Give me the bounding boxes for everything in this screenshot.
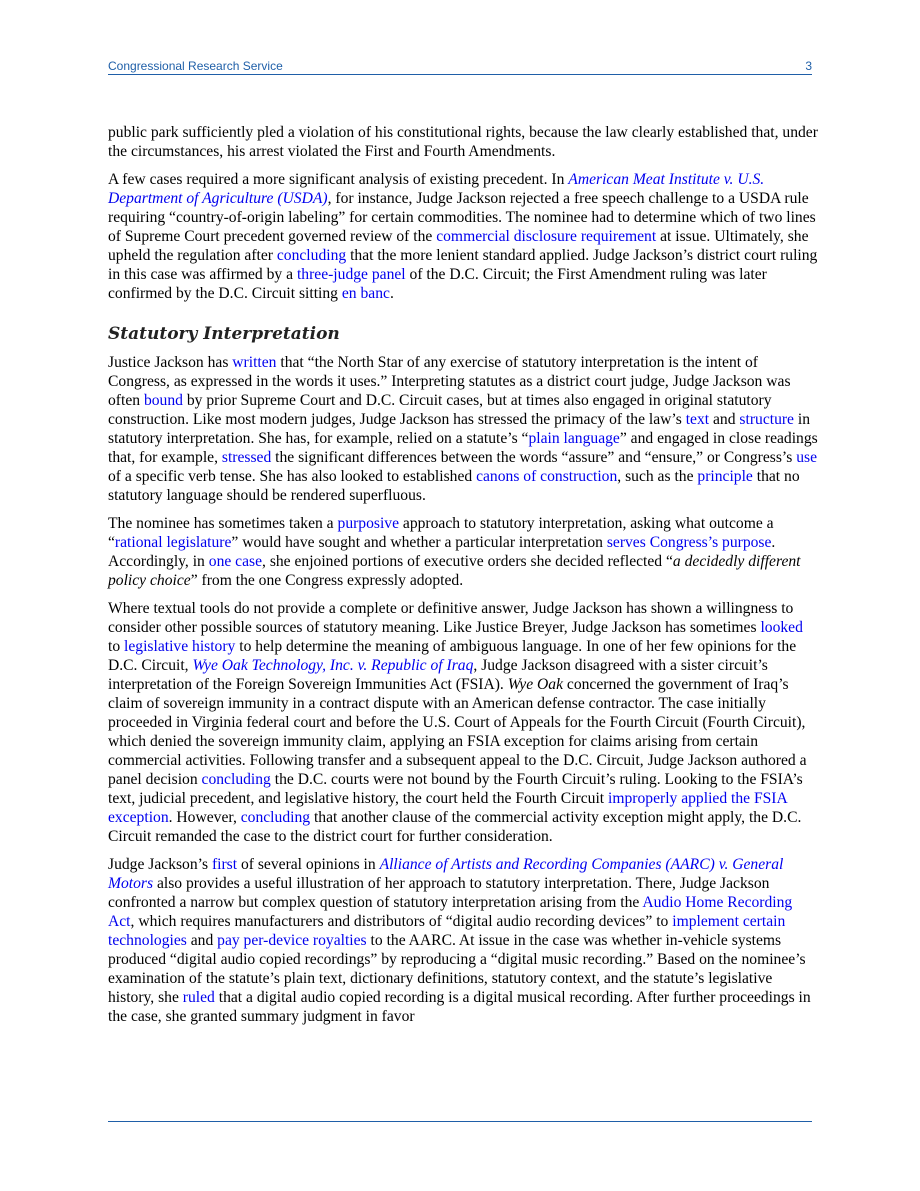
- text: the significant differences between the words “assure” and “ensure,” or Congress’s: [271, 449, 797, 466]
- link[interactable]: improperly applied the FSIA exception: [108, 790, 787, 826]
- link[interactable]: en banc: [341, 285, 390, 302]
- paragraph: [108, 855, 818, 1026]
- link[interactable]: plain language: [528, 430, 620, 447]
- text: Where textual tools do not provide a complete or definitive answer, Judge Jackson has shown a willingness to consider other possible sources of statutory meaning. Like Justice Breyer, Judge Jackson has sometimes: [108, 600, 794, 636]
- paragraph: [108, 123, 818, 161]
- text: the D.C. courts were not bound by the Fourth Circuit’s ruling. Looking to the FSIA’s text, judicial precedent, and legislative history, the court held the Fourth Circuit: [108, 771, 803, 807]
- text: in statutory interpretation. She has, for example, relied on a statute’s “: [108, 411, 811, 447]
- link[interactable]: principle: [697, 468, 753, 485]
- text: and: [186, 932, 218, 949]
- text: that a digital audio copied recording is a digital musical recording. After further proceedings in the case, she granted summary judgment in favor: [108, 989, 811, 1025]
- text: A few cases required a more significant analysis of existing precedent. In: [108, 171, 569, 188]
- text: , which requires manufacturers and distributors of “digital audio recording devices” to: [130, 913, 673, 930]
- case-link[interactable]: American Meat Institute v. U.S. Department of Agriculture (USDA): [108, 171, 765, 207]
- link[interactable]: serves Congress’s purpose: [606, 534, 772, 551]
- text: . Accordingly, in: [108, 534, 776, 570]
- paragraph: [108, 514, 818, 590]
- link[interactable]: stressed: [221, 449, 272, 466]
- text: to help determine the meaning of ambiguous language. In one of her few opinions for the D.C. Circuit,: [108, 638, 797, 674]
- text: , for instance, Judge Jackson rejected a free speech challenge to a USDA rule requiring “country-of-origin labeling” for certain commodities. The nominee had to determine which of two lines of Supreme Court precedent governed review of the: [108, 190, 816, 245]
- text: ” would have sought and whether a particular interpretation: [231, 534, 607, 551]
- link[interactable]: rational legislature: [114, 534, 232, 551]
- case-link[interactable]: Wye Oak Technology, Inc. v. Republic of Iraq: [192, 657, 474, 674]
- link[interactable]: implement certain technologies: [108, 913, 786, 949]
- text: ” and engaged in close readings that, for example,: [108, 430, 818, 466]
- italic-quote: a decidedly different policy choice: [108, 553, 801, 589]
- case-name: Wye Oak: [507, 676, 564, 693]
- link[interactable]: concluding: [276, 247, 347, 264]
- link[interactable]: ruled: [182, 989, 215, 1006]
- text: to the AARC. At issue in the case was whether in-vehicle systems produced “digital audio copied recordings” by reproducing a “digital music recording.” Based on the nominee’s examination of the statute’s plain text, dictionary definitions, statutory context, and the statute’s legislative history, she: [108, 932, 806, 1006]
- paragraph: [108, 170, 818, 303]
- link[interactable]: canons of construction: [476, 468, 618, 485]
- link[interactable]: three-judge panel: [296, 266, 406, 283]
- text: to: [108, 638, 125, 655]
- link[interactable]: written: [232, 354, 277, 371]
- link[interactable]: pay per-device royalties: [217, 932, 367, 949]
- text: that “the North Star of any exercise of statutory interpretation is the intent of Congress, as expressed in the words it uses.” Interpreting statutes as a district court judge, Judge Jackson was often: [108, 354, 791, 409]
- text: that no statutory language should be rendered superfluous.: [108, 468, 800, 504]
- link[interactable]: looked: [760, 619, 803, 636]
- link[interactable]: concluding: [201, 771, 271, 788]
- text: . However,: [168, 809, 241, 826]
- text: , she enjoined portions of executive orders she decided reflected “: [262, 553, 673, 570]
- text: The nominee has sometimes taken a: [108, 515, 338, 532]
- link[interactable]: legislative history: [124, 638, 236, 655]
- text: also provides a useful illustration of her approach to statutory interpretation. There, Judge Jackson confronted a narrow but complex question of statutory interpretation arising from the: [108, 875, 770, 911]
- text: that another clause of the commercial activity exception might apply, the D.C. Circuit remanded the case to the district court for further consideration.: [108, 809, 802, 845]
- text: Judge Jackson’s: [108, 856, 212, 873]
- link[interactable]: purposive: [337, 515, 400, 532]
- text: and: [709, 411, 740, 428]
- link[interactable]: one case: [208, 553, 263, 570]
- page-number: 3: [805, 59, 812, 73]
- text: of the D.C. Circuit; the First Amendment ruling was later confirmed by the D.C. Circuit sitting: [108, 266, 767, 302]
- link[interactable]: text: [685, 411, 710, 428]
- link[interactable]: bound: [143, 392, 183, 409]
- text: at issue. Ultimately, she upheld the regulation after: [108, 228, 809, 264]
- text: by prior Supreme Court and D.C. Circuit cases, but at times also engaged in original statutory construction. Like most modern judges, Judge Jackson has stressed the primacy of the law’s: [108, 392, 772, 428]
- case-link[interactable]: Alliance of Artists and Recording Companies (AARC) v. General Motors: [108, 856, 784, 892]
- text: Justice Jackson has: [108, 354, 233, 371]
- text: concerned the government of Iraq’s claim of sovereign immunity in a contract dispute with an American defense contractor. The case initially proceeded in Virginia federal court and before the U.S. Court of Appeals for the Fourth Circuit (Fourth Circuit), which denied the sovereign immunity claim, applying an FSIA exception for claims arising from certain commercial activities. Following transfer and a subsequent appeal to the D.C. Circuit, Judge Jackson authored a panel decision: [108, 676, 807, 788]
- paragraph: [108, 599, 818, 846]
- text: that the more lenient standard applied. Judge Jackson’s district court ruling in this case was affirmed by a: [108, 247, 818, 283]
- text: .: [389, 285, 394, 302]
- link[interactable]: first: [211, 856, 238, 873]
- text: , Judge Jackson disagreed with a sister circuit’s interpretation of the Foreign Sovereign Immunities Act (FSIA).: [108, 657, 768, 693]
- link[interactable]: structure: [739, 411, 794, 428]
- section-heading: Statutory Interpretation: [108, 324, 340, 344]
- footer-rule: [108, 1121, 812, 1122]
- link[interactable]: Audio Home Recording Act: [108, 894, 793, 930]
- link[interactable]: commercial disclosure requirement: [436, 228, 657, 245]
- page-header: [108, 57, 812, 75]
- text: approach to statutory interpretation, asking what outcome a “: [108, 515, 774, 551]
- link[interactable]: concluding: [240, 809, 311, 826]
- paragraph: [108, 353, 818, 505]
- document-body: [108, 123, 818, 1035]
- text: ” from the one Congress expressly adopted.: [190, 572, 464, 589]
- header-org: Congressional Research Service: [108, 59, 283, 73]
- text: of a specific verb tense. She has also looked to established: [108, 468, 477, 485]
- text: of several opinions in: [237, 856, 380, 873]
- text: public park sufficiently pled a violation of his constitutional rights, because the law clearly established that, under the circumstances, his arrest violated the First and Fourth Amendments.: [108, 124, 818, 160]
- link[interactable]: use: [796, 449, 818, 466]
- text: , such as the: [617, 468, 698, 485]
